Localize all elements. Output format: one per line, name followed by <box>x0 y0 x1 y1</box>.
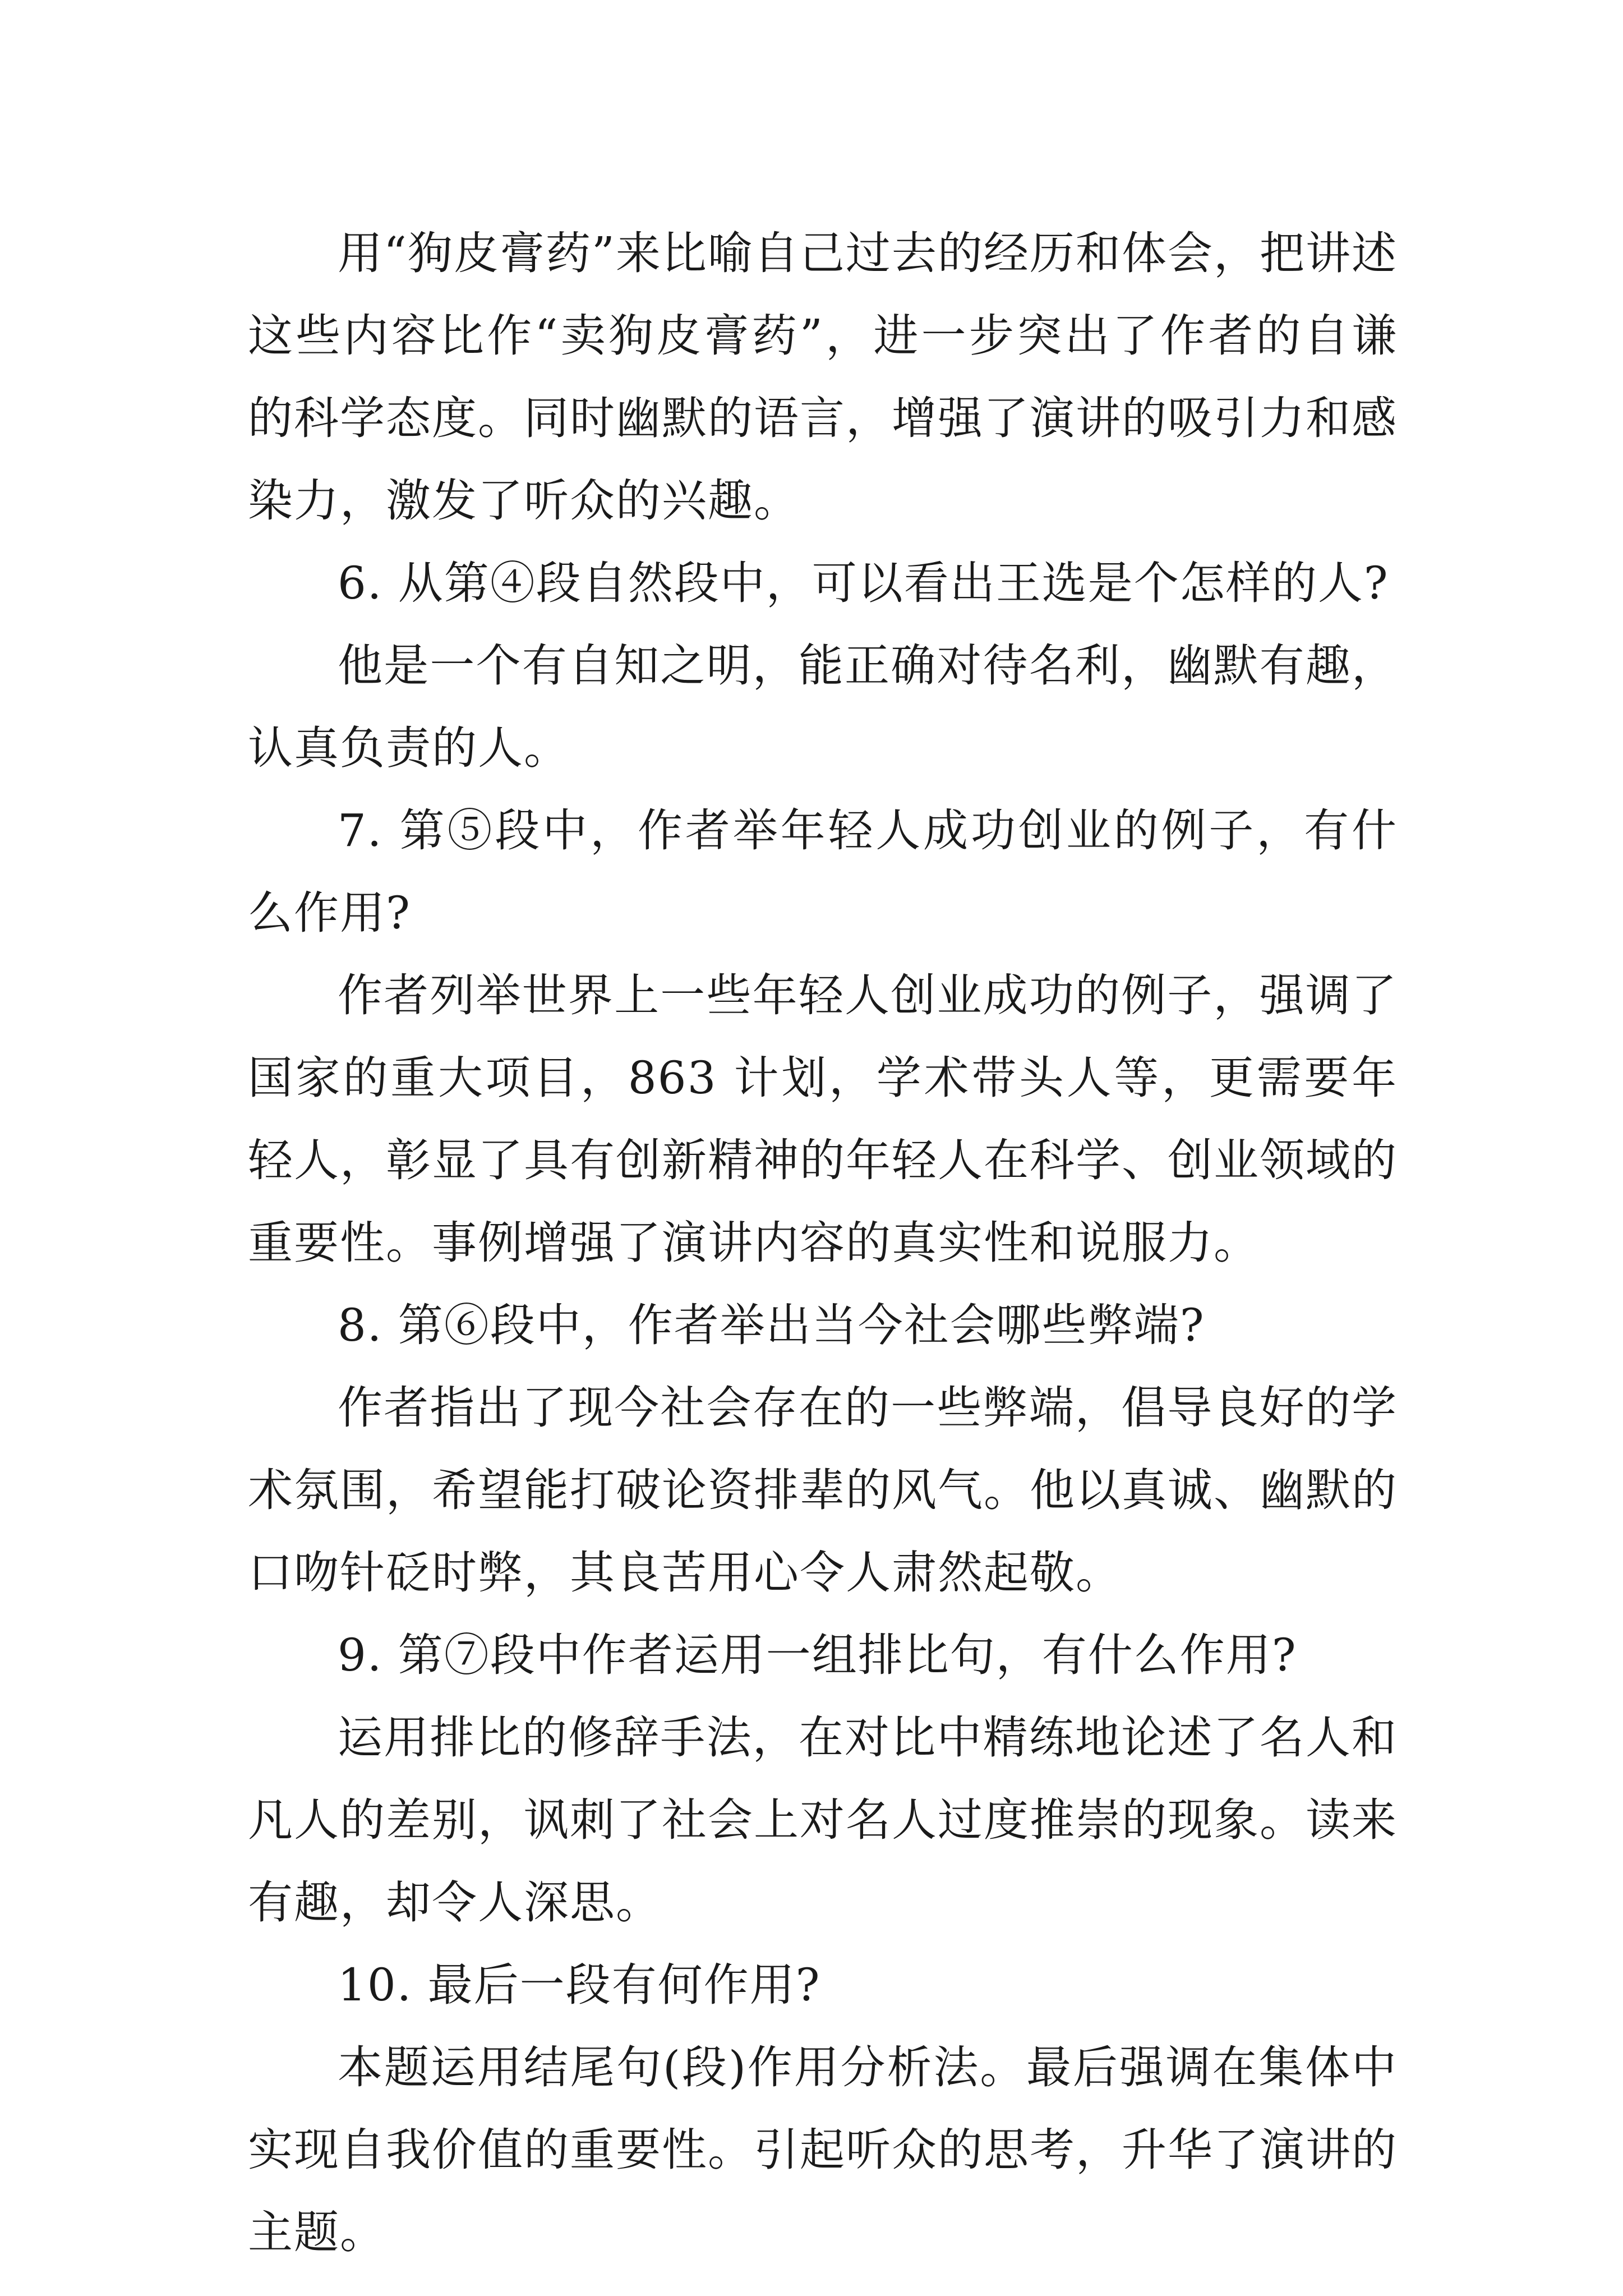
question-paragraph: 9. 第⑦段中作者运用一组排比句，有什么作用? <box>338 1629 1297 1681</box>
document-body <box>248 212 1398 2274</box>
answer-paragraph: 作者列举世界上一些年轻人创业成功的例子，强调了国家的重大项目，863 计划，学术带头人等，更需要年轻人，彰显了具有创新精神的年轻人在科学、创业领域的重要性。事例增强了演讲内容的真实性和说服力。 <box>248 969 1398 1269</box>
question-paragraph: 7. 第⑤段中，作者举年轻人成功创业的例子，有什么作用? <box>248 804 1398 939</box>
question-paragraph: 6. 从第④段自然段中，可以看出王选是个怎样的人? <box>338 557 1389 609</box>
answer-paragraph: 用“狗皮膏药”来比喻自己过去的经历和体会，把讲述这些内容比作“卖狗皮膏药”，进一步突出了作者的自谦的科学态度。同时幽默的语言，增强了演讲的吸引力和感染力，激发了听众的兴趣。 <box>248 227 1398 527</box>
answer-paragraph: 运用排比的修辞手法，在对比中精练地论述了名人和凡人的差别，讽刺了社会上对名人过度推崇的现象。读来有趣，却令人深思。 <box>248 1711 1398 1929</box>
question-paragraph: 8. 第⑥段中，作者举出当今社会哪些弊端? <box>338 1299 1205 1351</box>
answer-paragraph: 他是一个有自知之明，能正确对待名利，幽默有趣，认真负责的人。 <box>248 639 1398 774</box>
answer-paragraph: 作者指出了现今社会存在的一些弊端，倡导良好的学术氛围，希望能打破论资排辈的风气。他以真诚、幽默的口吻针砭时弊，其良苦用心令人肃然起敬。 <box>248 1382 1398 1599</box>
question-paragraph: 10. 最后一段有何作用? <box>338 1959 821 2011</box>
answer-paragraph: 本题运用结尾句(段)作用分析法。最后强调在集体中实现自我价值的重要性。引起听众的思考，升华了演讲的主题。 <box>248 2041 1398 2258</box>
